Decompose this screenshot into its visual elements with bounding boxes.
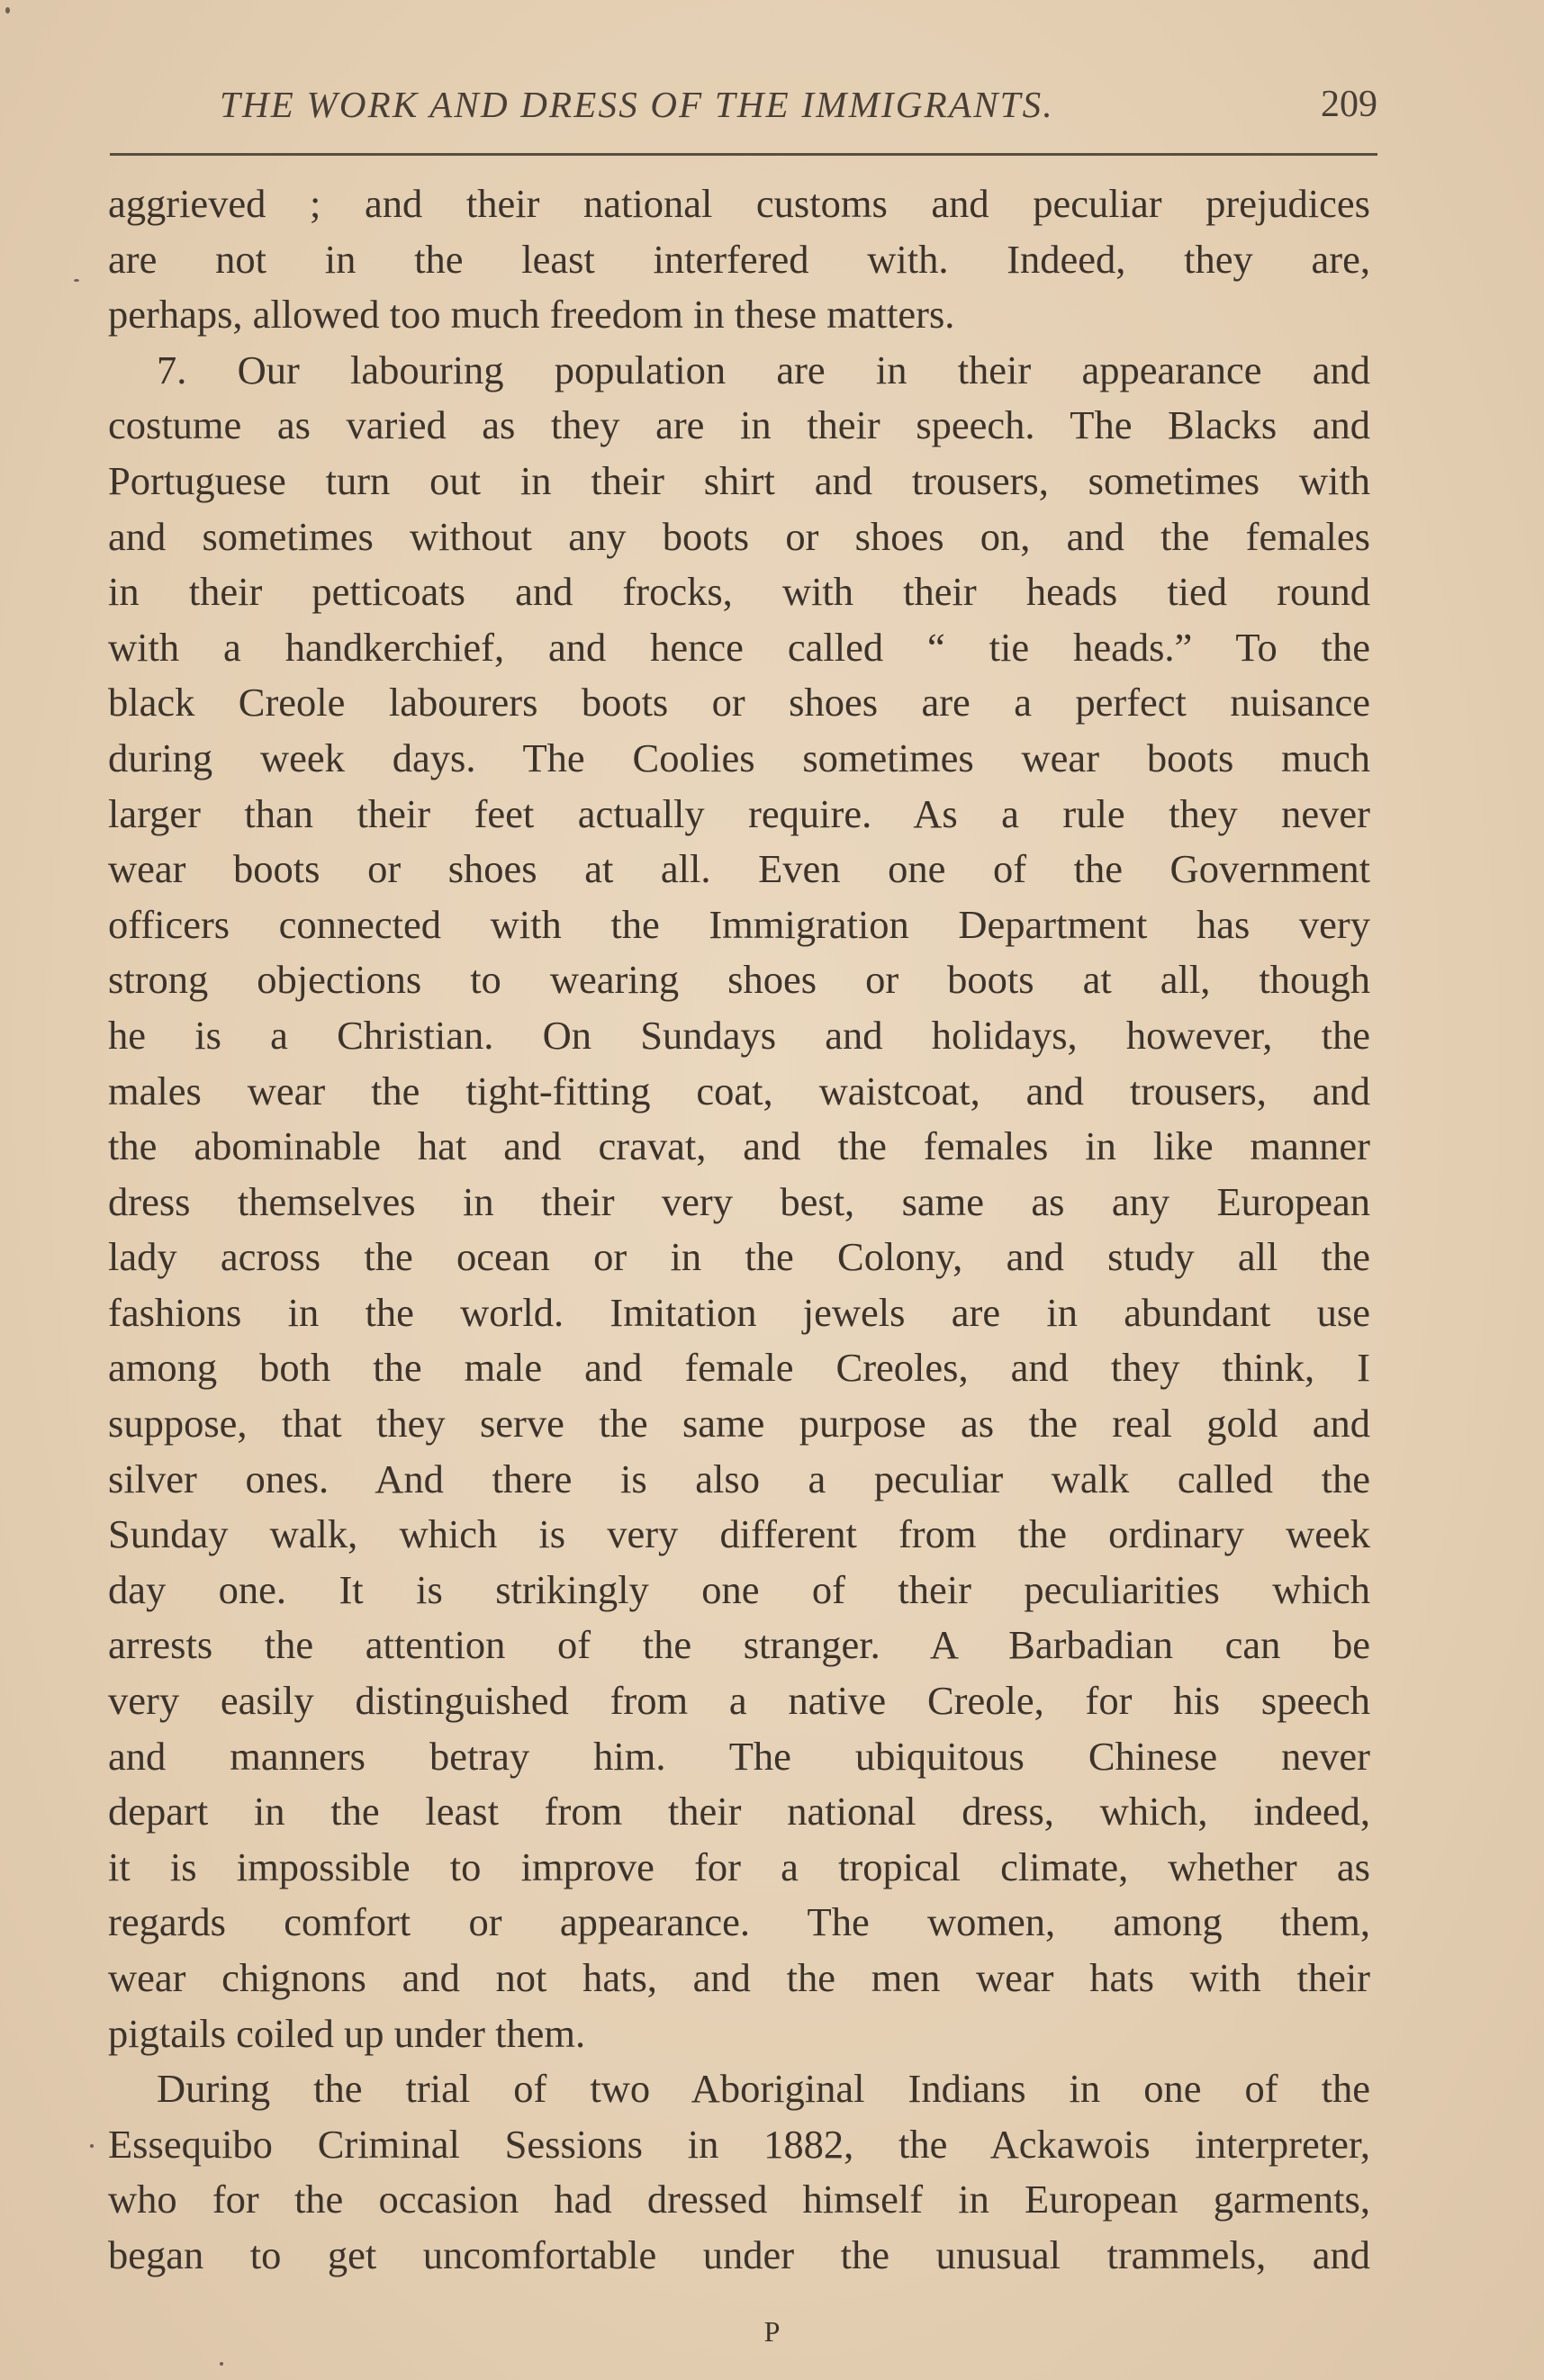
text-line: males wear the tight-fitting coat, waistcoat, and trousers, and	[108, 1068, 1370, 1113]
text-line: and sometimes without any boots or shoes on, and the females	[108, 513, 1370, 559]
text-line: 7. Our labouring population are in their appearance and	[157, 347, 1370, 392]
running-title: THE WORK AND DRESS OF THE IMMIGRANTS.	[220, 84, 1054, 125]
text-line: pigtails coiled up under them.	[108, 2010, 586, 2056]
text-line: wear boots or shoes at all. Even one of the Government	[108, 846, 1370, 892]
signature-mark: P	[763, 2315, 781, 2348]
text-line: the abominable hat and cravat, and the females in like manner	[108, 1123, 1370, 1169]
text-line: are not in the least interfered with. Indeed, they are,	[108, 236, 1370, 282]
text-line: black Creole labourers boots or shoes are a perfect nuisance	[108, 680, 1370, 726]
text-line: strong objections to wearing shoes or boots at all, though	[108, 957, 1370, 1003]
body-text	[108, 176, 1370, 2284]
text-line: During the trial of two Aboriginal Indians in one of the	[157, 2066, 1370, 2112]
text-line: depart in the least from their national dress, which, indeed,	[108, 1789, 1370, 1835]
text-line: fashions in the world. Imitation jewels are in abundant use	[108, 1289, 1370, 1335]
text-line: began to get uncomfortable under the unusual trammels, and	[108, 2231, 1370, 2277]
text-line: day one. It is strikingly one of their peculiarities which	[108, 1566, 1370, 1612]
paper-speck	[90, 2144, 94, 2148]
text-line: officers connected with the Immigration Department has very	[108, 901, 1370, 947]
text-line: wear chignons and not hats, and the men wear hats with their	[108, 1955, 1370, 2000]
text-line: among both the male and female Creoles, and they think, I	[108, 1345, 1370, 1391]
text-line: during week days. The Coolies sometimes wear boots much	[108, 735, 1370, 780]
text-line: lady across the ocean or in the Colony, and study all the	[108, 1234, 1370, 1280]
paper-speck	[220, 2362, 223, 2366]
text-line: dress themselves in their very best, same as any European	[108, 1178, 1370, 1224]
paper-speck	[5, 7, 10, 14]
text-line: it is impossible to improve for a tropical climate, whether as	[108, 1844, 1370, 1889]
text-line: aggrieved ; and their national customs and peculiar prejudices	[108, 181, 1370, 226]
text-line: with a handkerchief, and hence called “ tie heads.” To the	[108, 624, 1370, 670]
text-line: arrests the attention of the stranger. A Barbadian can be	[108, 1622, 1370, 1668]
text-line: suppose, that they serve the same purpose as the real gold and	[108, 1401, 1370, 1447]
text-line: Essequibo Criminal Sessions in 1882, the Ackawois interpreter,	[108, 2121, 1370, 2167]
page-number: 209	[1321, 84, 1377, 125]
text-line: in their petticoats and frocks, with their heads tied round	[108, 569, 1370, 615]
text-line: he is a Christian. On Sundays and holidays, however, the	[108, 1012, 1370, 1058]
text-line: perhaps, allowed too much freedom in these matters.	[108, 292, 955, 338]
text-line: regards comfort or appearance. The women, among them,	[108, 1899, 1370, 1945]
text-line: and manners betray him. The ubiquitous Chinese never	[108, 1733, 1370, 1779]
page-header	[110, 83, 1377, 137]
text-line: silver ones. And there is also a peculiar walk called the	[108, 1456, 1370, 1501]
text-line: costume as varied as they are in their speech. The Blacks and	[108, 402, 1370, 448]
text-line: larger than their feet actually require. As a rule they never	[108, 790, 1370, 836]
paper-speck	[74, 279, 79, 282]
text-line: Portuguese turn out in their shirt and trousers, sometimes with	[108, 457, 1370, 503]
header-rule	[110, 153, 1377, 156]
text-line: who for the occasion had dressed himself in European garments,	[108, 2177, 1370, 2222]
text-line: very easily distinguished from a native Creole, for his speech	[108, 1678, 1370, 1724]
text-line: Sunday walk, which is very different from the ordinary week	[108, 1511, 1370, 1557]
